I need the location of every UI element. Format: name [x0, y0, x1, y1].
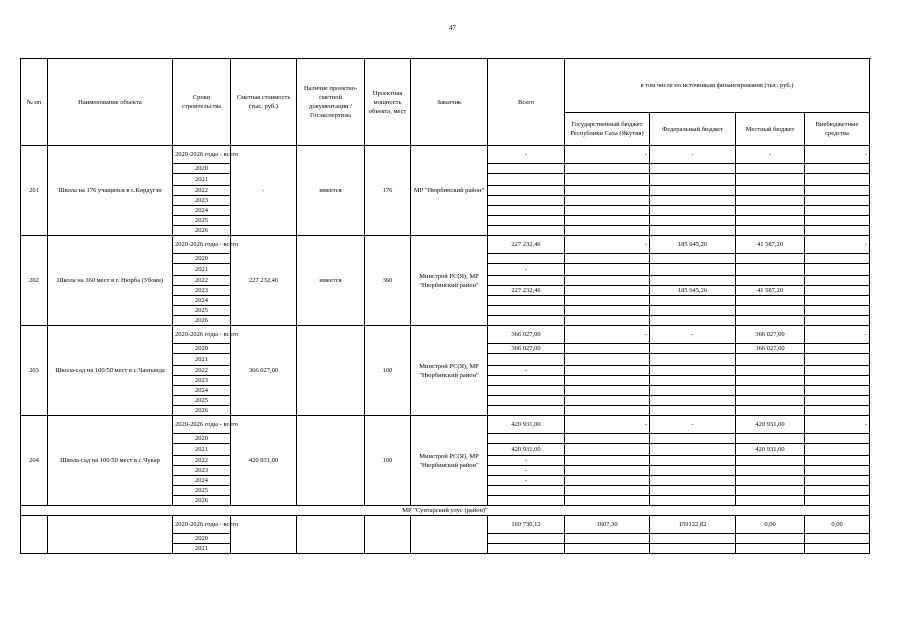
state-budget-value — [565, 276, 650, 286]
extra-budget-value: - — [805, 146, 870, 164]
year-cell: 2020-2026 годы - всего — [173, 236, 231, 254]
object-name: Школа-сад на 100/50 мест в с.Чаппанда — [48, 326, 173, 416]
header-local-budget: Местный бюджет — [736, 113, 805, 146]
total-value — [488, 276, 565, 286]
year-cell: 2023 — [173, 286, 231, 296]
federal-budget-value — [650, 456, 736, 466]
federal-budget-value — [650, 186, 736, 196]
year-cell: 2025 — [173, 486, 231, 496]
object-name: Школа-сад на 100/50 мест в с.Чукар — [48, 416, 173, 506]
federal-budget-value: 159122,82 — [650, 516, 736, 534]
header-docs: Наличие проектно-сметной документации /Госэкспертизы — [297, 59, 365, 146]
year-cell: 2022 — [173, 456, 231, 466]
total-value — [488, 186, 565, 196]
local-budget-value — [736, 376, 805, 386]
federal-budget-value — [650, 206, 736, 216]
federal-budget-value — [650, 434, 736, 444]
year-cell: 2020-2026 годы - всего — [173, 516, 231, 534]
state-budget-value: 1607,30 — [565, 516, 650, 534]
year-cell: 2025 — [173, 396, 231, 406]
page-number: 47 — [449, 24, 456, 32]
federal-budget-value — [650, 366, 736, 376]
local-budget-value — [736, 196, 805, 206]
federal-budget-value — [650, 196, 736, 206]
local-budget-value — [736, 216, 805, 226]
extra-budget-value — [805, 444, 870, 456]
header-num: № пп — [21, 59, 48, 146]
local-budget-value: - — [736, 146, 805, 164]
year-cell: 2023 — [173, 376, 231, 386]
documentation-status — [297, 416, 365, 506]
total-value: - — [488, 264, 565, 276]
federal-budget-value — [650, 264, 736, 276]
state-budget-value — [565, 376, 650, 386]
federal-budget-value: - — [650, 146, 736, 164]
section-row — [21, 506, 870, 516]
header-name: Наименование объекта — [48, 59, 173, 146]
state-budget-value — [565, 306, 650, 316]
total-value — [488, 216, 565, 226]
year-cell: 2026 — [173, 496, 231, 506]
state-budget-value — [565, 316, 650, 326]
federal-budget-value — [650, 396, 736, 406]
federal-budget-value — [650, 254, 736, 264]
total-value — [488, 306, 565, 316]
object-number: 202 — [21, 236, 48, 326]
object-number: 203 — [21, 326, 48, 416]
year-cell: 2025 — [173, 306, 231, 316]
design-capacity: 360 — [365, 236, 411, 326]
extra-budget-value — [805, 216, 870, 226]
extra-budget-value — [805, 386, 870, 396]
estimated-cost: 227 232,46 — [231, 236, 297, 326]
federal-budget-value — [650, 216, 736, 226]
federal-budget-value — [650, 466, 736, 476]
total-value — [488, 486, 565, 496]
state-budget-value — [565, 296, 650, 306]
federal-budget-value — [650, 444, 736, 456]
federal-budget-value — [650, 386, 736, 396]
extra-budget-value — [805, 226, 870, 236]
federal-budget-value — [650, 226, 736, 236]
total-value — [488, 226, 565, 236]
year-cell: 2020 — [173, 434, 231, 444]
year-cell: 2021 — [173, 354, 231, 366]
year-cell: 2020-2026 годы - всего — [173, 146, 231, 164]
federal-budget-value — [650, 276, 736, 286]
extra-budget-value — [805, 496, 870, 506]
state-budget-value — [565, 406, 650, 416]
year-cell: 2021 — [173, 174, 231, 186]
extra-budget-value — [805, 406, 870, 416]
local-budget-value: 41 587,20 — [736, 236, 805, 254]
local-budget-value — [736, 544, 805, 554]
federal-budget-value — [650, 316, 736, 326]
header-total: Всего — [488, 59, 565, 146]
total-value: - — [488, 476, 565, 486]
year-cell: 2021 — [173, 444, 231, 456]
year-cell: 2025 — [173, 216, 231, 226]
state-budget-value: - — [565, 326, 650, 344]
header-capacity: Проектная мощность объекта, мест — [365, 59, 411, 146]
local-budget-value: 41 587,20 — [736, 286, 805, 296]
extra-budget-value — [805, 196, 870, 206]
state-budget-value — [565, 456, 650, 466]
design-capacity: 100 — [365, 416, 411, 506]
extra-budget-value — [805, 264, 870, 276]
total-value — [488, 254, 565, 264]
local-budget-value — [736, 496, 805, 506]
state-budget-value — [565, 434, 650, 444]
extra-budget-value — [805, 186, 870, 196]
documentation-status: имеется — [297, 236, 365, 326]
header-extra-budget: Внебюджетные средства — [805, 113, 870, 146]
object-number: 201 — [21, 146, 48, 236]
local-budget-value: 420 931,00 — [736, 444, 805, 456]
year-cell: 2020-2026 годы - всего — [173, 326, 231, 344]
total-value — [488, 206, 565, 216]
year-cell: 2021 — [173, 544, 231, 554]
extra-budget-value — [805, 174, 870, 186]
year-cell: 2024 — [173, 296, 231, 306]
estimated-cost: 420 931,00 — [231, 416, 297, 506]
table-row — [21, 516, 870, 534]
total-value — [488, 496, 565, 506]
year-cell: 2026 — [173, 316, 231, 326]
federal-budget-value: 185 645,26 — [650, 286, 736, 296]
table-row — [21, 236, 870, 254]
state-budget-value — [565, 206, 650, 216]
state-budget-value — [565, 366, 650, 376]
customer: МР "Нюрбинский район" — [411, 146, 488, 236]
estimated-cost: 366 027,00 — [231, 326, 297, 416]
year-cell: 2020 — [173, 164, 231, 174]
local-budget-value — [736, 534, 805, 544]
state-budget-value — [565, 196, 650, 206]
federal-budget-value — [650, 376, 736, 386]
total-value: 420 931,00 — [488, 416, 565, 434]
extra-budget-value: - — [805, 416, 870, 434]
local-budget-value — [736, 296, 805, 306]
extra-budget-value — [805, 164, 870, 174]
state-budget-value — [565, 476, 650, 486]
federal-budget-value — [650, 174, 736, 186]
total-value: 227 232,46 — [488, 236, 565, 254]
local-budget-value — [736, 366, 805, 376]
header-customer: Заказчик — [411, 59, 488, 146]
local-budget-value — [736, 354, 805, 366]
state-budget-value — [565, 254, 650, 264]
customer — [411, 516, 488, 554]
extra-budget-value — [805, 316, 870, 326]
state-budget-value: - — [565, 236, 650, 254]
total-value — [488, 406, 565, 416]
state-budget-value — [565, 444, 650, 456]
total-value: - — [488, 466, 565, 476]
customer: Минстрой РС(Я), МР "Нюрбинский район" — [411, 416, 488, 506]
local-budget-value: 366 027,00 — [736, 344, 805, 354]
year-cell: 2022 — [173, 186, 231, 196]
state-budget-value — [565, 164, 650, 174]
extra-budget-value — [805, 254, 870, 264]
total-value — [488, 316, 565, 326]
state-budget-value — [565, 486, 650, 496]
federal-budget-value — [650, 164, 736, 174]
extra-budget-value — [805, 344, 870, 354]
header-row — [21, 59, 870, 113]
state-budget-value — [565, 186, 650, 196]
extra-budget-value — [805, 354, 870, 366]
year-cell: 2023 — [173, 196, 231, 206]
local-budget-value: 0,00 — [736, 516, 805, 534]
state-budget-value — [565, 226, 650, 236]
extra-budget-value — [805, 534, 870, 544]
object-name: Школа на 360 мест в г. Нюрба (Убоян) — [48, 236, 173, 326]
section-title: МР "Сунтарский улус (район)" — [21, 506, 870, 516]
year-cell: 2022 — [173, 366, 231, 376]
extra-budget-value — [805, 306, 870, 316]
state-budget-value — [565, 344, 650, 354]
local-budget-value — [736, 486, 805, 496]
local-budget-value — [736, 466, 805, 476]
customer: Минстрой РС(Я), МР "Нюрбинский район" — [411, 236, 488, 326]
state-budget-value — [565, 264, 650, 276]
federal-budget-value — [650, 534, 736, 544]
local-budget-value — [736, 276, 805, 286]
state-budget-value — [565, 544, 650, 554]
year-cell: 2020 — [173, 254, 231, 264]
year-cell: 2024 — [173, 386, 231, 396]
documentation-status — [297, 326, 365, 416]
total-value: - — [488, 366, 565, 376]
total-value: 420 931,00 — [488, 444, 565, 456]
state-budget-value — [565, 386, 650, 396]
documentation-status — [297, 516, 365, 554]
state-budget-value — [565, 466, 650, 476]
design-capacity: 100 — [365, 326, 411, 416]
federal-budget-value — [650, 486, 736, 496]
financing-table — [20, 58, 870, 554]
year-cell: 2020 — [173, 344, 231, 354]
estimated-cost: - — [231, 146, 297, 236]
estimated-cost — [231, 516, 297, 554]
year-cell: 2020-2026 годы - всего — [173, 416, 231, 434]
total-value — [488, 174, 565, 186]
extra-budget-value: 0,00 — [805, 516, 870, 534]
local-budget-value — [736, 316, 805, 326]
federal-budget-value: - — [650, 416, 736, 434]
total-value — [488, 354, 565, 366]
extra-budget-value — [805, 286, 870, 296]
federal-budget-value: - — [650, 326, 736, 344]
extra-budget-value — [805, 296, 870, 306]
extra-budget-value — [805, 434, 870, 444]
local-budget-value — [736, 186, 805, 196]
local-budget-value — [736, 476, 805, 486]
local-budget-value — [736, 254, 805, 264]
header-federal-budget: Федеральный бюджет — [650, 113, 736, 146]
total-value — [488, 544, 565, 554]
header-state-budget: Государственный бюджет Республики Саха (Якутия) — [565, 113, 650, 146]
total-value — [488, 164, 565, 174]
total-value — [488, 296, 565, 306]
design-capacity: 176 — [365, 146, 411, 236]
local-budget-value — [736, 174, 805, 186]
local-budget-value — [736, 406, 805, 416]
local-budget-value — [736, 396, 805, 406]
total-value: 366 027,00 — [488, 344, 565, 354]
object-number: 204 — [21, 416, 48, 506]
year-cell: 2024 — [173, 206, 231, 216]
federal-budget-value — [650, 296, 736, 306]
total-value: 366 027,00 — [488, 326, 565, 344]
local-budget-value: 366 027,00 — [736, 326, 805, 344]
local-budget-value — [736, 164, 805, 174]
federal-budget-value — [650, 354, 736, 366]
state-budget-value: - — [565, 146, 650, 164]
design-capacity — [365, 516, 411, 554]
local-budget-value: 420 931,00 — [736, 416, 805, 434]
local-budget-value — [736, 226, 805, 236]
documentation-status: имеется — [297, 146, 365, 236]
table-row — [21, 326, 870, 344]
header-cost: Сметная стоимость (тыс. руб.) — [231, 59, 297, 146]
extra-budget-value — [805, 486, 870, 496]
header-term: Сроки строительства — [173, 59, 231, 146]
state-budget-value — [565, 286, 650, 296]
extra-budget-value: - — [805, 236, 870, 254]
federal-budget-value — [650, 344, 736, 354]
local-budget-value — [736, 456, 805, 466]
year-cell: 2026 — [173, 406, 231, 416]
extra-budget-value — [805, 366, 870, 376]
local-budget-value — [736, 206, 805, 216]
total-value — [488, 396, 565, 406]
customer: Минстрой РС(Я), МР "Нюрбинский район" — [411, 326, 488, 416]
year-cell: 2020 — [173, 534, 231, 544]
total-value — [488, 376, 565, 386]
local-budget-value — [736, 306, 805, 316]
year-cell: 2026 — [173, 226, 231, 236]
federal-budget-value — [650, 306, 736, 316]
extra-budget-value — [805, 206, 870, 216]
extra-budget-value — [805, 396, 870, 406]
extra-budget-value — [805, 544, 870, 554]
state-budget-value: - — [565, 416, 650, 434]
local-budget-value — [736, 434, 805, 444]
state-budget-value — [565, 174, 650, 186]
federal-budget-value — [650, 476, 736, 486]
extra-budget-value — [805, 466, 870, 476]
extra-budget-value — [805, 476, 870, 486]
state-budget-value — [565, 216, 650, 226]
total-value: - — [488, 146, 565, 164]
extra-budget-value — [805, 276, 870, 286]
federal-budget-value — [650, 496, 736, 506]
table-row — [21, 146, 870, 164]
total-value — [488, 196, 565, 206]
year-cell: 2024 — [173, 476, 231, 486]
federal-budget-value: 185 645,26 — [650, 236, 736, 254]
extra-budget-value — [805, 376, 870, 386]
state-budget-value — [565, 534, 650, 544]
table-row — [21, 416, 870, 434]
total-value: 227 232,46 — [488, 286, 565, 296]
state-budget-value — [565, 396, 650, 406]
object-name — [48, 516, 173, 554]
total-value: - — [488, 456, 565, 466]
local-budget-value — [736, 264, 805, 276]
extra-budget-value: - — [805, 326, 870, 344]
extra-budget-value — [805, 456, 870, 466]
year-cell: 2021 — [173, 264, 231, 276]
header-sources: в том числе по источникам финансирования (тыс. руб.) — [565, 59, 870, 113]
object-name: Школа на 176 учащихся в с.Көрдүгэн — [48, 146, 173, 236]
state-budget-value — [565, 354, 650, 366]
federal-budget-value — [650, 544, 736, 554]
year-cell: 2023 — [173, 466, 231, 476]
object-number — [21, 516, 48, 554]
total-value — [488, 386, 565, 396]
total-value: 160 730,12 — [488, 516, 565, 534]
local-budget-value — [736, 386, 805, 396]
total-value — [488, 434, 565, 444]
total-value — [488, 534, 565, 544]
year-cell: 2022 — [173, 276, 231, 286]
state-budget-value — [565, 496, 650, 506]
federal-budget-value — [650, 406, 736, 416]
